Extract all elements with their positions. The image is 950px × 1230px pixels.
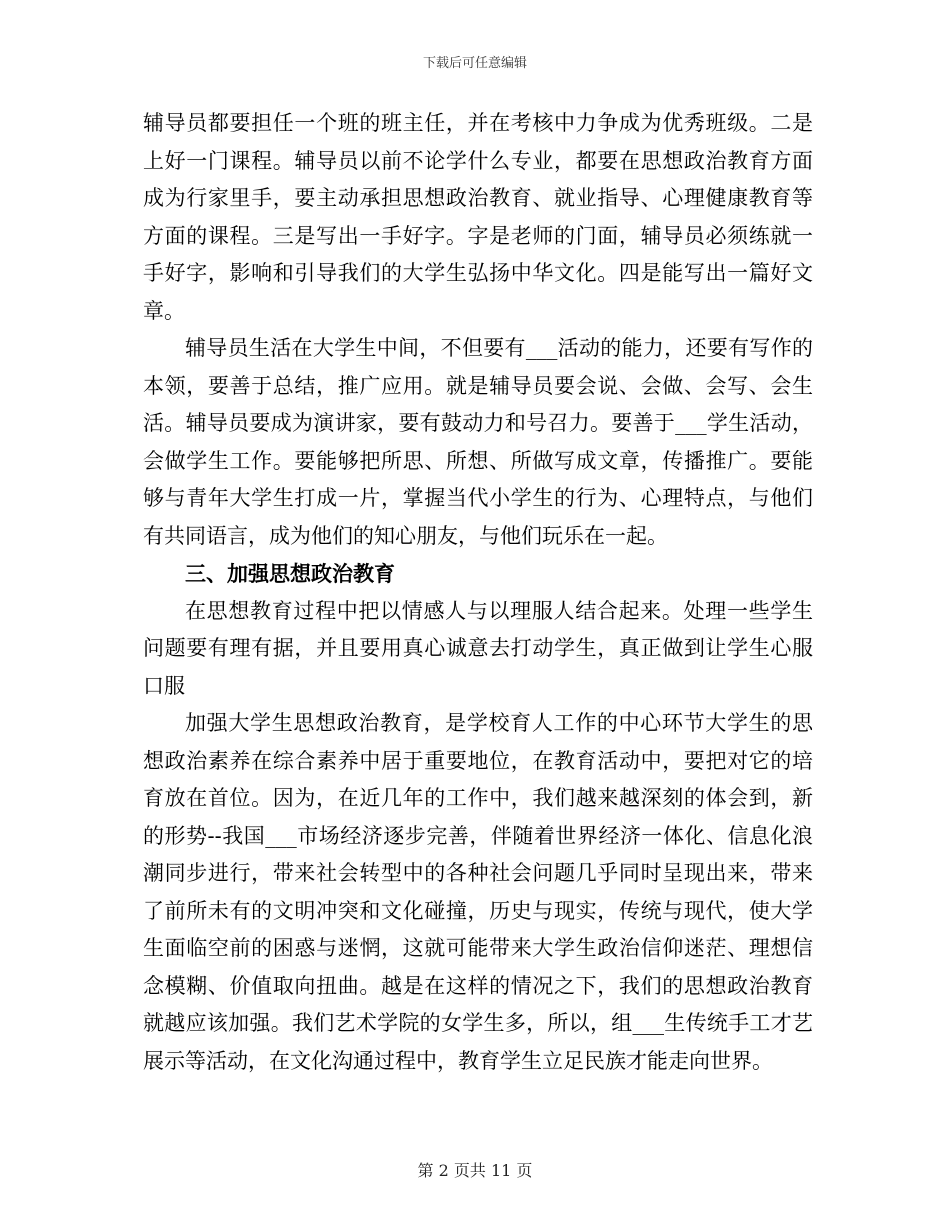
page-header: 下载后可任意编辑 [422,56,527,71]
document-body [143,105,813,1080]
paragraph-1: 辅导员都要担任一个班的班主任，并在考核中力争成为优秀班级。二是上好一门课程。辅导员以前不论学什么专业，都要在思想政治教育方面成为行家里手，要主动承担思想政治教育、就业指导、心理健康教育等方面的课程。三是写出一手好字。字是老师的门面，辅导员必须练就一手好字，影响和引导我们的大学生弘扬中华文化。四是能写出一篇好文章。 [143,111,813,323]
page-footer: 第 2 页共 11 页 [417,1161,533,1180]
paragraph-2: 辅导员生活在大学生中间，不但要有___活动的能力，还要有写作的本领，要善于总结，推广应用。就是辅导员要会说、会做、会写、会生活。辅导员要成为演讲家，要有鼓动力和号召力。要善于___学生活动，会做学生工作。要能够把所思、所想、所做写成文章，传播推广。要能够与青年大学生打成一片，掌握当代小学生的行为、心理特点，与他们有共同语言，成为他们的知心朋友，与他们玩乐在一起。 [143,336,813,548]
section-heading: 三、加强思想政治教育 [185,561,395,586]
paragraph-4: 加强大学生思想政治教育，是学校育人工作的中心环节大学生的思想政治素养在综合素养中居于重要地位，在教育活动中，要把对它的培育放在首位。因为，在近几年的工作中，我们越来越深刻的体会到，新的形势--我国___市场经济逐步完善，伴随着世界经济一体化、信息化浪潮同步进行，带来社会转型中的各种社会问题几乎同时呈现出来，带来了前所未有的文明冲突和文化碰撞，历史与现实，传统与现代，使大学生面临空前的困惑与迷惘，这就可能带来大学生政治信仰迷茫、理想信念模糊、价值取向扭曲。越是在这样的情况之下，我们的思想政治教育就越应该加强。我们艺术学院的女学生多，所以，组___生传统手工才艺展示等活动，在文化沟通过程中，教育学生立足民族才能走向世界。 [143,711,813,1073]
paragraph-3: 在思想教育过程中把以情感人与以理服人结合起来。处理一些学生问题要有理有据，并且要用真心诚意去打动学生，真正做到让学生心服口服 [143,598,813,698]
